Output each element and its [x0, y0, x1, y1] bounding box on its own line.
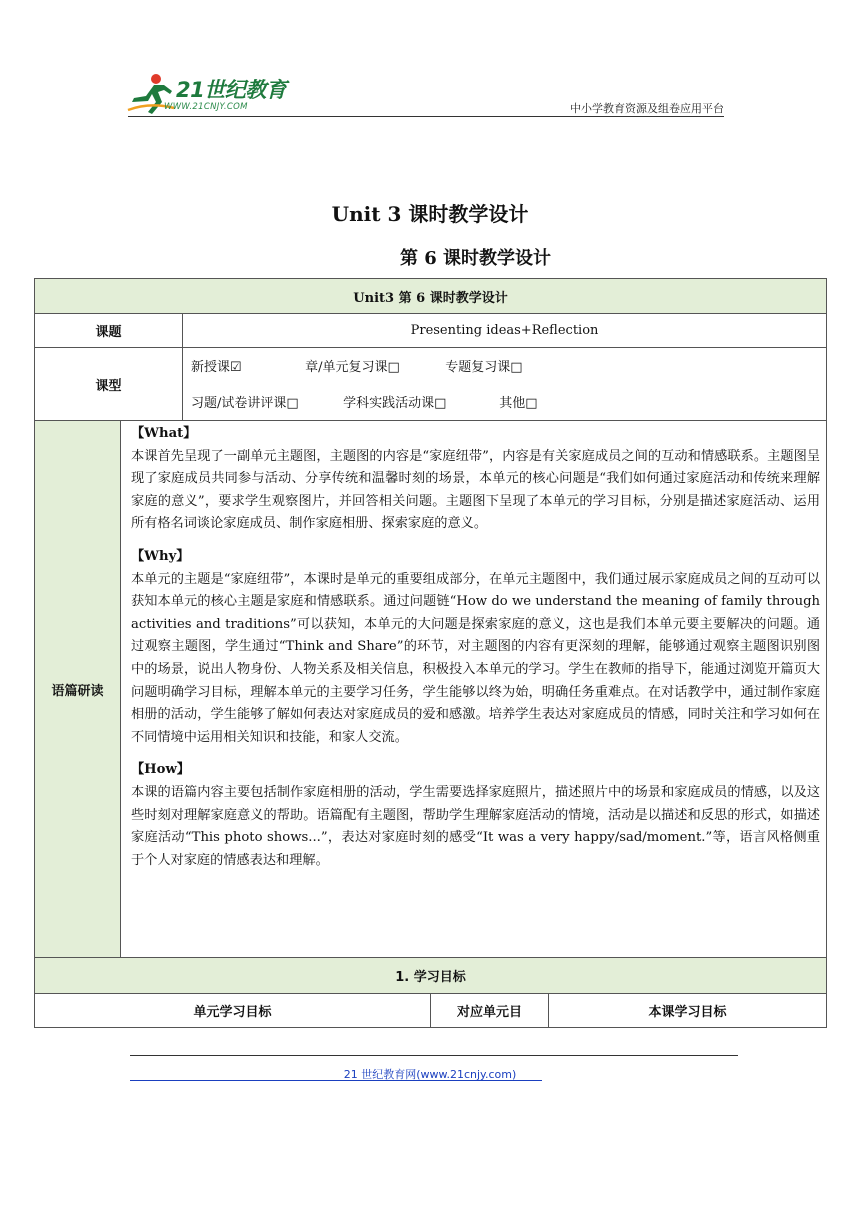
table-header-row: [35, 279, 827, 314]
lesson-goals-header: 本课学习目标: [549, 994, 827, 1028]
logo-text: 21世纪教育: [176, 78, 287, 102]
logo: [124, 72, 294, 118]
type-label: 课型: [35, 348, 183, 421]
topic-value: Presenting ideas+Reflection: [183, 314, 827, 348]
lesson-plan-table: [34, 278, 827, 1028]
type-option[interactable]: 学科实践活动课□: [343, 396, 447, 411]
type-option[interactable]: 专题复习课□: [445, 360, 523, 375]
footer-link[interactable]: 21 世纪教育网(www.21cnjy.com): [343, 1068, 517, 1081]
logo-url: WWW.21CNJY.COM: [164, 102, 248, 112]
analysis-label: 语篇研读: [35, 421, 121, 958]
header-divider: [128, 116, 724, 117]
footer-link-underline: [130, 1080, 542, 1081]
topic-label: 课题: [35, 314, 183, 348]
page-header: [0, 0, 860, 120]
analysis-row: [35, 421, 827, 958]
goals-header-row: [35, 958, 827, 994]
what-text: 本课首先呈现了一副单元主题图，主题图的内容是“家庭纽带”，内容是有关家庭成员之间的互动和情感联系。主题图呈现了家庭成员共同参与活动、分享传统和温馨时刻的场景，本单元的核心问题是“我们如何通过家庭活动和传统来理解家庭的意义”，要求学生观察图片，并回答相关问题。主题图下呈现了本单元的学习目标，分别是描述家庭活动、运用所有格名词谈论家庭成员、制作家庭相册、探索家庭的意义。: [131, 448, 821, 532]
how-heading: 【How】: [131, 762, 190, 778]
what-heading: 【What】: [131, 426, 197, 441]
platform-name: 中小学教育资源及组卷应用平台: [570, 102, 724, 115]
document-subtitle: 第 6 课时教学设计: [400, 248, 552, 269]
how-text: 本课的语篇内容主要包括制作家庭相册的活动，学生需要选择家庭照片，描述照片中的场景和家庭成员的情感，以及这些时刻对理解家庭意义的帮助。语篇配有主题图，帮助学生理解家庭活动的情境，活动是以描述和反思的形式，如描述家庭活动“This photo shows...”，表达对家庭时刻的感受“It was a very happy/sad/moment.”等，语言风格侧重于个人对家庭的情感表达和理解。: [131, 784, 821, 868]
type-option[interactable]: 章/单元复习课□: [305, 360, 400, 375]
type-option[interactable]: 新授课☑: [191, 360, 242, 375]
why-text: 本单元的主题是“家庭纽带”，本课时是单元的重要组成部分，在单元主题图中，我们通过展示家庭成员之间的互动可以获知本单元的核心主题是家庭和情感联系。通过问题链“How do we understand the meaning of family through activities and traditions”可以获知，本单元的大问题是探索家庭的意义，这也是我们本单元要主要解决的问题。通过观察主题图，学生通过“Think and Share”的环节，对主题图的内容有更深刻的理解，能够通过观察主题图识别图中的场景，说出人物身份、人物关系及相关信息，积极投入本单元的学习。学生在教师的指导下，能通过浏览开篇页大问题明确学习目标，理解本单元的主要学习任务，学生能够以终为始，明确任务重难点。在对话教学中，通过制作家庭相册的活动，学生能够了解如何表达对家庭成员的爱和感激。培养学生表达对家庭成员的情感，同时关注和学习如何在不同情境中运用相关知识和技能，和家人交流。: [131, 571, 821, 745]
why-heading: 【Why】: [131, 548, 190, 564]
footer-divider: [130, 1055, 738, 1056]
table-header: Unit3 第 6 课时教学设计: [35, 279, 827, 314]
type-options: [183, 348, 827, 421]
goals-column-row: [35, 994, 827, 1028]
type-option[interactable]: 其他□: [499, 396, 538, 411]
document-title: Unit 3 课时教学设计: [331, 202, 529, 226]
analysis-content: [121, 421, 827, 958]
goals-header: 1. 学习目标: [35, 958, 827, 994]
type-row: [35, 348, 827, 421]
topic-row: [35, 314, 827, 348]
unit-goals-header: 单元学习目标: [35, 994, 431, 1028]
type-option[interactable]: 习题/试卷讲评课□: [191, 396, 299, 411]
unit-target-header: 对应单元目: [431, 994, 549, 1028]
